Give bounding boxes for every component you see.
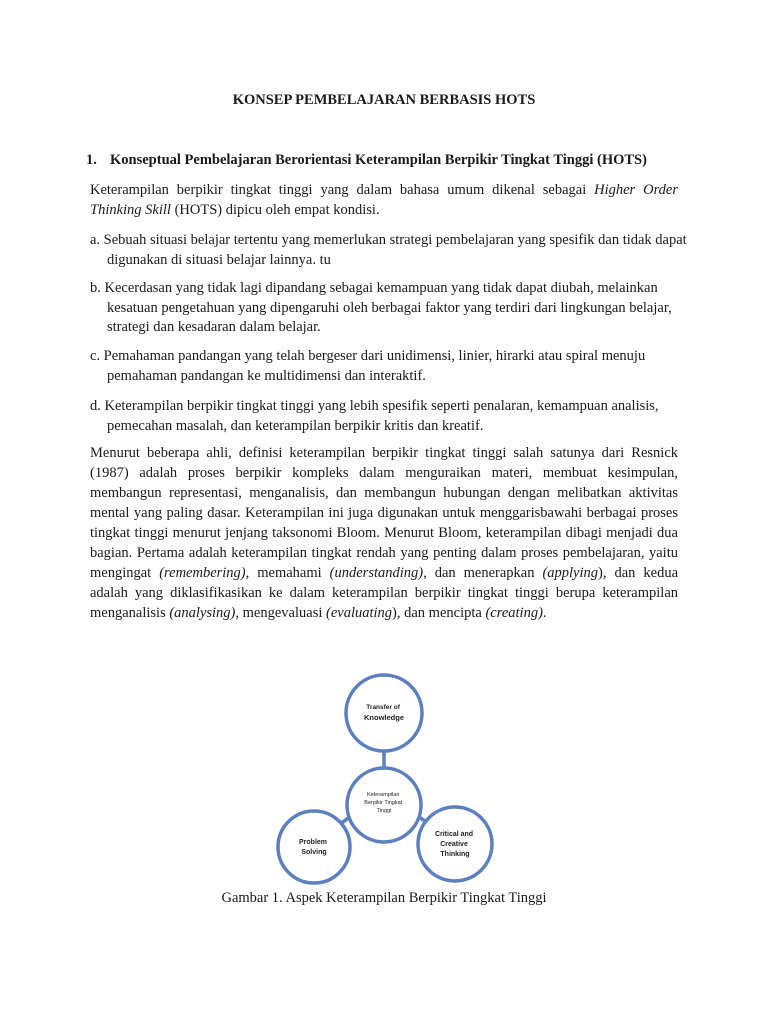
term-evaluating: (evaluating	[326, 605, 393, 621]
section-heading	[86, 152, 686, 169]
document-title: KONSEP PEMBELAJARAN BERBASIS HOTS	[232, 92, 536, 108]
term-analysing: (analysing)	[169, 605, 236, 621]
term-creating: (creating)	[485, 605, 543, 621]
svg-text:Critical and Creative	[435, 831, 475, 858]
section-number: 1.	[86, 152, 97, 168]
hots-diagram	[270, 672, 510, 888]
node-top-label-1: Transfer of	[366, 704, 400, 711]
body-text: Menurut beberapa ahli, definisi keterampilan berpikir tingkat tinggi salah satunya dari Resnick (1987) adalah proses berpikir kompleks dalam menguraikan materi, membuat kesimpulan, membangun representasi, menganalisis, dan membangun hubungan dengan melibatkan aktivitas mental yang paling dasar. Keterampilan ini juga digunakan untuk menggarisbawahi berbagai proses tingkat tinggi menurut jenjang taksonomi Bloom. Menurut Bloom, keterampilan dibagi menjadi dua bagian. Pertama adalah keterampilan tingkat rendah yang penting dalam proses pembelajaran, yaitu mengingat	[90, 445, 678, 581]
figure-caption: Gambar 1. Aspek Keterampilan Berpikir Tingkat Tinggi	[221, 890, 547, 906]
body-text: ), dan mencipta	[392, 605, 486, 621]
condition-item-c: c. Pemahaman pandangan yang telah bergeser dari unidimensi, linier, hirarki atau spiral menuju pemahaman pandangan ke multidimensi dan interaktif.	[90, 348, 646, 384]
node-right-label-3: Thinking	[440, 851, 470, 858]
node-top-label-2: Knowledge	[363, 713, 405, 722]
node-right-label-2: Creative	[440, 841, 468, 848]
node-problem-solving	[278, 811, 350, 883]
node-left-label-1: Problem	[299, 839, 328, 846]
intro-italic-term: Higher Order Thinking Skill	[90, 182, 679, 218]
intro-paragraph	[90, 180, 678, 220]
node-center-label-1: Keterampilan	[367, 792, 400, 798]
body-text: , dan menerapkan	[423, 565, 543, 581]
body-paragraph	[90, 443, 678, 623]
condition-item-b: b. Kecerdasan yang tidak lagi dipandang sebagai kemampuan yang tidak dapat diubah, melainkan kesatuan pengetahuan yang dipengaruhi oleh berbagai faktor yang terdiri dari lingkungan belajar, strategi dan kesadaran dalam belajar.	[90, 280, 672, 335]
svg-text:Transfer of Knowledge	[364, 704, 404, 722]
condition-item-d: d. Keterampilan berpikir tingkat tinggi yang lebih spesifik seperti penalaran, kemampuan analisis, pemecahan masalah, dan keterampilan berpikir kritis dan kreatif.	[90, 398, 659, 434]
node-left-label-2: Solving	[301, 849, 327, 856]
body-text: , memahami	[245, 565, 330, 581]
node-center-label-3: Tinggi	[376, 808, 392, 814]
body-text: ), dan kedua adalah yang diklasifikasikan ke dalam keterampilan berpikir tingkat tinggi berupa keterampilan menganalisis	[90, 565, 679, 621]
intro-text-end: (HOTS) dipicu oleh empat kondisi.	[170, 202, 380, 218]
condition-item-a: a. Sebuah situasi belajar tertentu yang memerlukan strategi pembelajaran yang spesifik dan tidak dapat digunakan di situasi belajar lainnya. tu	[90, 232, 687, 268]
term-remembering: (remembering)	[159, 565, 246, 581]
term-applying: (applying	[542, 565, 599, 581]
node-right-label-1: Critical and	[434, 831, 474, 838]
term-understanding: (understanding)	[329, 565, 424, 581]
body-text: .	[542, 605, 547, 621]
body-text: , mengevaluasi	[235, 605, 326, 621]
section-heading-text: Konseptual Pembelajaran Berorientasi Keterampilan Berpikir Tingkat Tinggi (HOTS)	[110, 152, 647, 168]
node-center-label-2: Berpikir Tingkat	[364, 800, 403, 806]
intro-text: Keterampilan berpikir tingkat tinggi yang dalam bahasa umum dikenal sebagai	[90, 182, 595, 198]
